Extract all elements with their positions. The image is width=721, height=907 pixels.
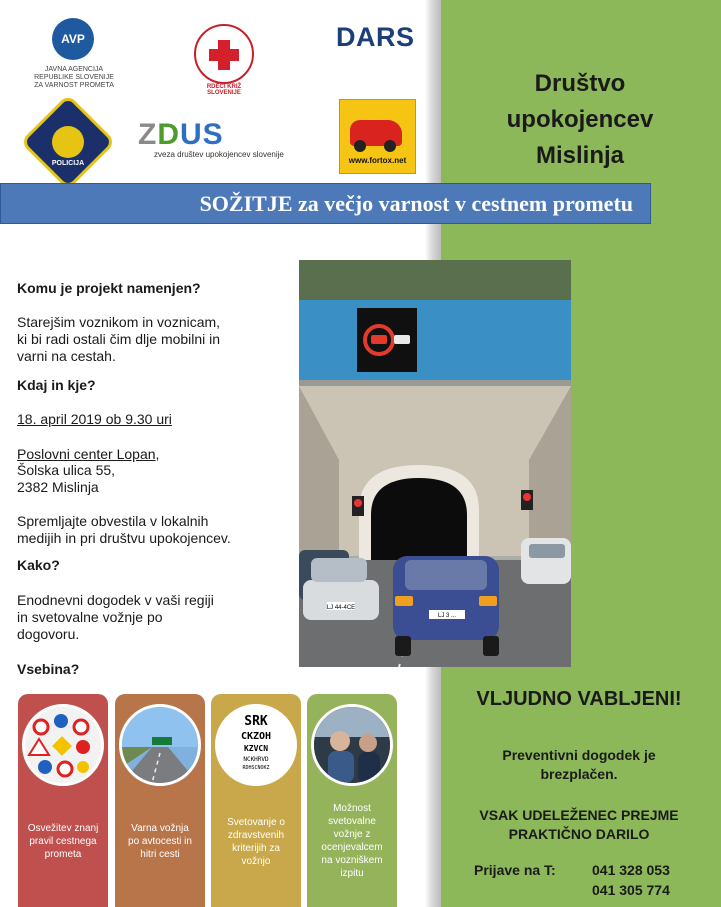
- free-note-line: brezplačen.: [540, 766, 618, 782]
- venue-line: [17, 446, 159, 463]
- card-line: prometa: [44, 849, 82, 860]
- signup-label: Prijave na T:: [474, 862, 556, 878]
- driver-image: [311, 704, 393, 786]
- card-line: po avtocesti in: [128, 836, 192, 847]
- eye-chart-row: KZVCN: [243, 744, 269, 753]
- banner-title: SOŽITJE za večjo varnost v cestnem prometu: [199, 191, 633, 216]
- venue-city: 2382 Mislinja: [17, 479, 99, 495]
- topic-card-label: [309, 802, 395, 880]
- organizer-title: [490, 66, 670, 174]
- highway-icon: [122, 707, 198, 783]
- avp-logo-mark: AVP: [61, 32, 85, 46]
- card-line: izpitu: [340, 868, 364, 879]
- zdus-logo: [138, 118, 224, 152]
- avp-caption-line: REPUBLIKE SLOVENIJE: [34, 74, 114, 81]
- topic-card-label: [213, 816, 299, 868]
- phone-number-1[interactable]: 041 328 053: [592, 862, 670, 878]
- card-line: Varna vožnja: [131, 823, 189, 834]
- tunnel-photo-illustration: [299, 260, 571, 667]
- wheel-icon: [354, 140, 366, 152]
- invitation-heading: VLJUDNO VABLJENI!: [476, 688, 682, 710]
- card-line: Možnost: [333, 803, 371, 814]
- police-label: POLICIJA: [51, 160, 85, 167]
- answer-line: in svetovalne vožnje po: [17, 609, 163, 625]
- eye-chart-row: RDHSCNOKZ: [242, 765, 270, 771]
- card-line: vožnje z: [333, 829, 371, 840]
- gift-note: [448, 806, 710, 844]
- dars-logo: DARS: [336, 22, 415, 52]
- avp-caption-line: ZA VARNOST PROMETA: [34, 82, 114, 89]
- question-when-where: Kdaj in kje?: [17, 377, 96, 393]
- card-line: vožnjo: [241, 856, 271, 867]
- card-line: ocenjevalcem: [321, 842, 383, 853]
- card-line: pravil cestnega: [29, 836, 97, 847]
- card-line: zdravstvenih: [227, 830, 285, 841]
- zdus-logo-letter: US: [180, 118, 224, 151]
- answer-who: [17, 314, 287, 365]
- avp-caption-line: JAVNA AGENCIJA: [44, 66, 104, 73]
- answer-line: Enodnevni dogodek v vaši regiji: [17, 592, 214, 608]
- card-line: na vozniškem: [321, 855, 383, 866]
- phone-number-2[interactable]: 041 305 774: [592, 882, 670, 898]
- eye-chart-image: [215, 704, 297, 786]
- free-event-note: [448, 746, 710, 784]
- tunnel-photo: [299, 260, 571, 667]
- red-cross-caption: RDEČI KRIŽ SLOVENIJE: [206, 84, 242, 96]
- follow-note: [17, 513, 287, 547]
- follow-line: Spremljajte obvestila v lokalnih: [17, 513, 209, 529]
- eye-chart-row: CKZOH: [240, 731, 272, 742]
- red-cross-icon-bar: [209, 49, 239, 61]
- fortox-url: www.fortox.net: [348, 156, 407, 165]
- answer-how: [17, 592, 287, 643]
- zdus-caption: zveza društev upokojencev slovenije: [154, 150, 284, 159]
- organizer-line: Društvo: [534, 70, 626, 97]
- avp-caption: [20, 66, 128, 90]
- wheel-icon: [384, 140, 396, 152]
- gift-note-line: PRAKTIČNO DARILO: [508, 826, 650, 842]
- zdus-logo-letter: Z: [138, 118, 158, 151]
- eye-chart-icon: [218, 707, 294, 783]
- driver-icon: [314, 707, 390, 783]
- topic-card-label: [20, 822, 106, 861]
- topic-card-health: [211, 694, 301, 907]
- venue-street: Šolska ulica 55,: [17, 462, 116, 478]
- license-plate-text: LJ 44-4CE: [326, 605, 356, 611]
- venue-name: Poslovni center Lopan: [17, 446, 156, 462]
- topic-card-test-drive: [307, 694, 397, 907]
- license-plate-text: LJ 3 ...: [437, 613, 457, 619]
- answer-line: varni na cestah.: [17, 348, 116, 364]
- question-content: Vsebina?: [17, 661, 80, 677]
- follow-line: medijih in pri društvu upokojencev.: [17, 530, 231, 546]
- organizer-line: Mislinja: [535, 142, 625, 169]
- eye-chart-row: SRK: [244, 714, 268, 729]
- police-emblem-icon: [52, 126, 84, 158]
- traffic-signs-icon: [25, 707, 101, 783]
- zdus-logo-letter: D: [157, 118, 180, 151]
- answer-line: dogovoru.: [17, 626, 80, 642]
- avp-logo-icon: [52, 18, 94, 60]
- traffic-signs-image: [22, 704, 104, 786]
- card-line: hitri cesti: [140, 849, 180, 860]
- card-line: svetovalne: [328, 816, 376, 827]
- eye-chart-row: NCKHRVD: [243, 756, 269, 763]
- highway-image: [119, 704, 201, 786]
- topic-card-label: [117, 822, 203, 861]
- gift-note-line: VSAK UDELEŽENEC PREJME: [479, 807, 679, 823]
- organizer-line: upokojencev: [506, 106, 654, 133]
- question-who: Komu je projekt namenjen?: [17, 280, 201, 296]
- answer-line: Starejšim voznikom in voznicam,: [17, 314, 221, 330]
- card-line: kriterijih za: [232, 843, 280, 854]
- venue-comma: ,: [155, 446, 160, 462]
- topic-card-rules: [18, 694, 108, 907]
- card-line: Osvežitev znanj: [27, 823, 99, 834]
- free-note-line: Preventivni dogodek je: [502, 747, 656, 763]
- answer-line: ki bi radi ostali čim dlje mobilni in: [17, 331, 221, 347]
- question-how: Kako?: [17, 557, 60, 573]
- event-date: 18. april 2019 ob 9.30 uri: [17, 411, 172, 427]
- card-line: Svetovanje o: [227, 817, 285, 828]
- topic-card-highway: [115, 694, 205, 907]
